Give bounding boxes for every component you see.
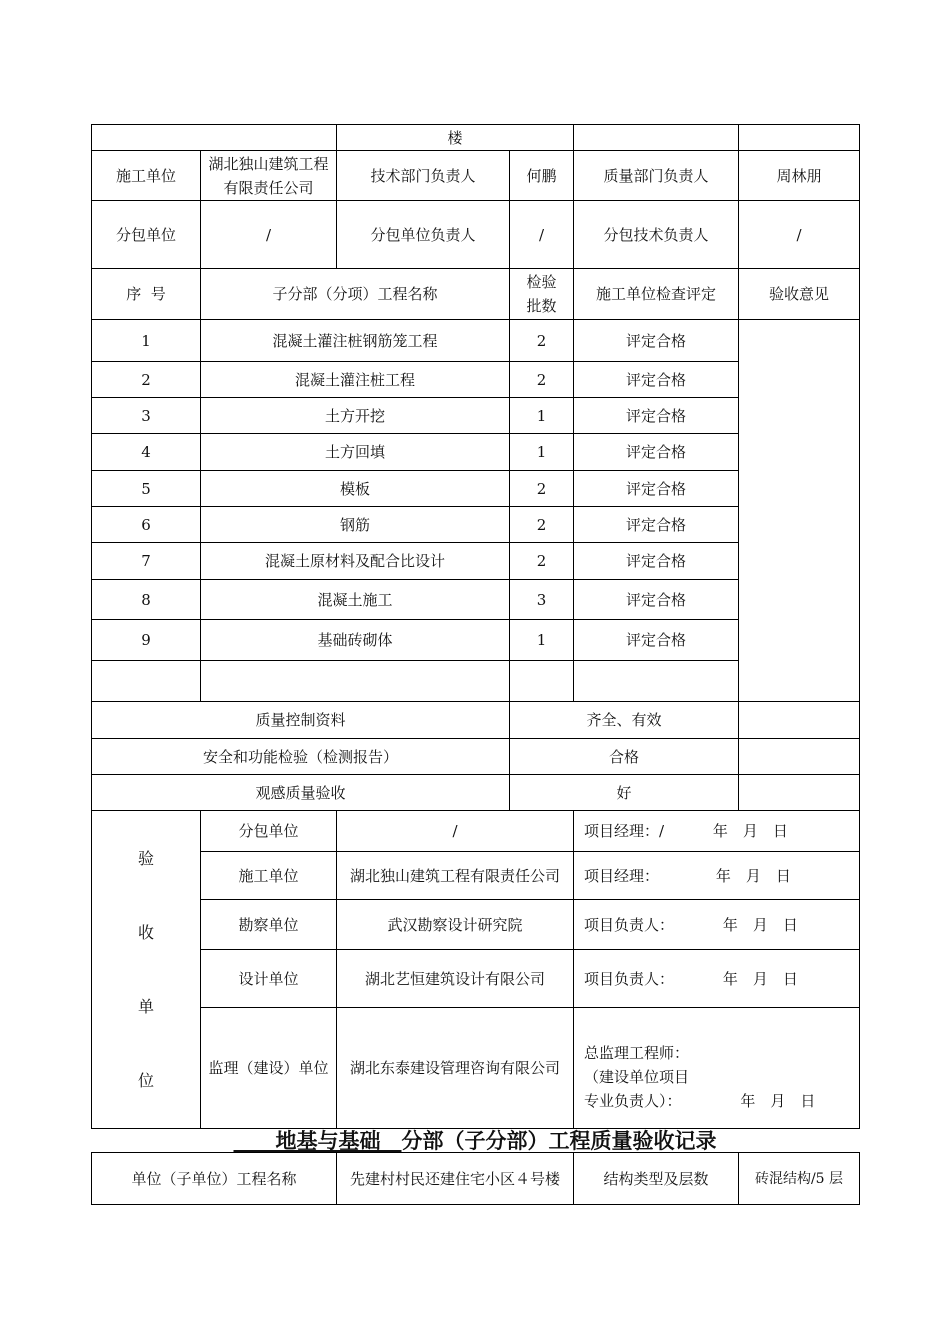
summary-row [92, 739, 860, 775]
table-row [92, 320, 860, 362]
sub-head-label: 分包单位负责人 [337, 201, 510, 269]
structure-type-label: 结构类型及层数 [574, 1153, 739, 1205]
item-eval: 评定合格 [574, 434, 739, 471]
item-batch: 1 [510, 434, 574, 471]
quality-head-value: 周林朋 [739, 151, 860, 201]
item-batch: 3 [510, 580, 574, 620]
item-batch [510, 661, 574, 702]
item-name [201, 661, 510, 702]
acceptance-unit-name: / [337, 811, 574, 852]
item-name: 土方回填 [201, 434, 510, 471]
header-self-evaluation: 施工单位检查评定 [574, 269, 739, 320]
summary-value: 好 [510, 775, 739, 811]
project-info-table [91, 1152, 860, 1205]
item-eval: 评定合格 [574, 320, 739, 362]
item-no: 9 [92, 620, 201, 661]
item-eval: 评定合格 [574, 543, 739, 580]
signature-label: 项目负责人： [584, 915, 675, 934]
item-name: 基础砖砌体 [201, 620, 510, 661]
project-name-value: 先建村村民还建住宅小区４号楼 [337, 1153, 574, 1205]
project-name-label: 单位（子单位）工程名称 [92, 1153, 337, 1205]
item-eval: 评定合格 [574, 398, 739, 434]
structure-type-value: 砖混结构/5 层 [739, 1153, 860, 1205]
acceptance-signature [574, 900, 860, 950]
summary-label: 安全和功能检验（检测报告） [92, 739, 510, 775]
item-no: 1 [92, 320, 201, 362]
item-name: 混凝土原材料及配合比设计 [201, 543, 510, 580]
construction-unit-value: 湖北独山建筑工程有限责任公司 [201, 151, 337, 201]
acceptance-unit-type: 施工单位 [201, 852, 337, 900]
signature-date: 年 月 日 [722, 915, 798, 934]
acceptance-signature [574, 852, 860, 900]
construction-unit-label: 施工单位 [92, 151, 201, 201]
summary-value: 合格 [510, 739, 739, 775]
item-no: 8 [92, 580, 201, 620]
item-name: 钢筋 [201, 507, 510, 543]
sub-unit-value: / [201, 201, 337, 269]
item-batch: 2 [510, 507, 574, 543]
summary-row [92, 775, 860, 811]
header-item-name: 子分部（分项）工程名称 [201, 269, 510, 320]
acceptance-unit-type: 监理（建设）单位 [201, 1008, 337, 1129]
summary-opinion [739, 739, 860, 775]
signature-date: 年 月 日 [712, 822, 788, 840]
signature-label: （建设单位项目 [584, 1068, 690, 1086]
item-eval: 评定合格 [574, 471, 739, 507]
item-name: 混凝土灌注桩工程 [201, 362, 510, 398]
acceptance-signature [574, 811, 860, 852]
acceptance-unit-name: 湖北艺恒建筑设计有限公司 [337, 950, 574, 1008]
supervisor-signature [574, 1008, 860, 1129]
item-no: 4 [92, 434, 201, 471]
item-name: 土方开挖 [201, 398, 510, 434]
signature-line [584, 1089, 855, 1113]
header-no: 序 号 [92, 269, 201, 320]
signature-label: 项目经理： [584, 866, 660, 885]
acceptance-unit-type: 分包单位 [201, 811, 337, 852]
acceptance-row [92, 950, 860, 1008]
item-name: 混凝土施工 [201, 580, 510, 620]
item-batch: 2 [510, 320, 574, 362]
item-no: 2 [92, 362, 201, 398]
tech-head-label: 技术部门负责人 [337, 151, 510, 201]
item-batch: 1 [510, 620, 574, 661]
acceptance-unit-name: 湖北独山建筑工程有限责任公司 [337, 852, 574, 900]
acceptance-row [92, 900, 860, 950]
title-underlined: 地基与基础 [275, 1128, 381, 1153]
acceptance-row [92, 811, 860, 852]
acceptance-unit-vertical-label [92, 811, 201, 1129]
vertical-char: 收 [137, 922, 154, 942]
vertical-char: 位 [137, 1070, 154, 1090]
item-no: 7 [92, 543, 201, 580]
header-batch-count: 检验批数 [510, 269, 574, 320]
blank-cell [739, 125, 860, 151]
item-name: 模板 [201, 471, 510, 507]
sub-head-value: / [510, 201, 574, 269]
acceptance-record-table [91, 124, 860, 1129]
item-batch: 2 [510, 543, 574, 580]
summary-value: 齐全、有效 [510, 702, 739, 739]
item-eval: 评定合格 [574, 362, 739, 398]
acceptance-unit-name: 湖北东泰建设管理咨询有限公司 [337, 1008, 574, 1129]
item-no: 3 [92, 398, 201, 434]
item-no: 5 [92, 471, 201, 507]
item-eval: 评定合格 [574, 580, 739, 620]
summary-label: 观感质量验收 [92, 775, 510, 811]
sub-unit-label: 分包单位 [92, 201, 201, 269]
signature-label: 项目负责人： [584, 969, 675, 988]
item-batch: 2 [510, 471, 574, 507]
acceptance-unit-name: 武汉勘察设计研究院 [337, 900, 574, 950]
sub-tech-value: / [739, 201, 860, 269]
blank-cell [92, 125, 337, 151]
vertical-char: 验 [137, 848, 154, 868]
item-eval [574, 661, 739, 702]
form-title [91, 1128, 859, 1154]
summary-opinion [739, 702, 860, 739]
item-no: 6 [92, 507, 201, 543]
sub-tech-label: 分包技术负责人 [574, 201, 739, 269]
summary-label: 质量控制资料 [92, 702, 510, 739]
item-eval: 评定合格 [574, 507, 739, 543]
signature-date: 年 月 日 [722, 969, 798, 988]
summary-opinion [739, 775, 860, 811]
acceptance-row [92, 852, 860, 900]
quality-head-label: 质量部门负责人 [574, 151, 739, 201]
blank-cell [574, 125, 739, 151]
signature-date: 年 月 日 [715, 866, 791, 885]
tech-head-value: 何鹏 [510, 151, 574, 201]
signature-label: 总监理工程师： [584, 1044, 690, 1062]
item-name: 混凝土灌注桩钢筋笼工程 [201, 320, 510, 362]
signature-label: 专业负责人）： [584, 1092, 682, 1110]
item-no [92, 661, 201, 702]
project-name-continuation: 楼 [337, 125, 574, 151]
acceptance-signature [574, 950, 860, 1008]
summary-row [92, 702, 860, 739]
acceptance-row [92, 1008, 860, 1129]
header-opinion: 验收意见 [739, 269, 860, 320]
acceptance-unit-type: 勘察单位 [201, 900, 337, 950]
item-eval: 评定合格 [574, 620, 739, 661]
opinion-cell [739, 320, 860, 702]
vertical-char: 单 [137, 996, 154, 1016]
item-batch: 2 [510, 362, 574, 398]
item-batch: 1 [510, 398, 574, 434]
signature-label: 项目经理：/ [584, 822, 665, 840]
title-rest: 分部（子分部）工程质量验收记录 [401, 1128, 717, 1153]
signature-date: 年 月 日 [740, 1092, 816, 1110]
acceptance-unit-type: 设计单位 [201, 950, 337, 1008]
